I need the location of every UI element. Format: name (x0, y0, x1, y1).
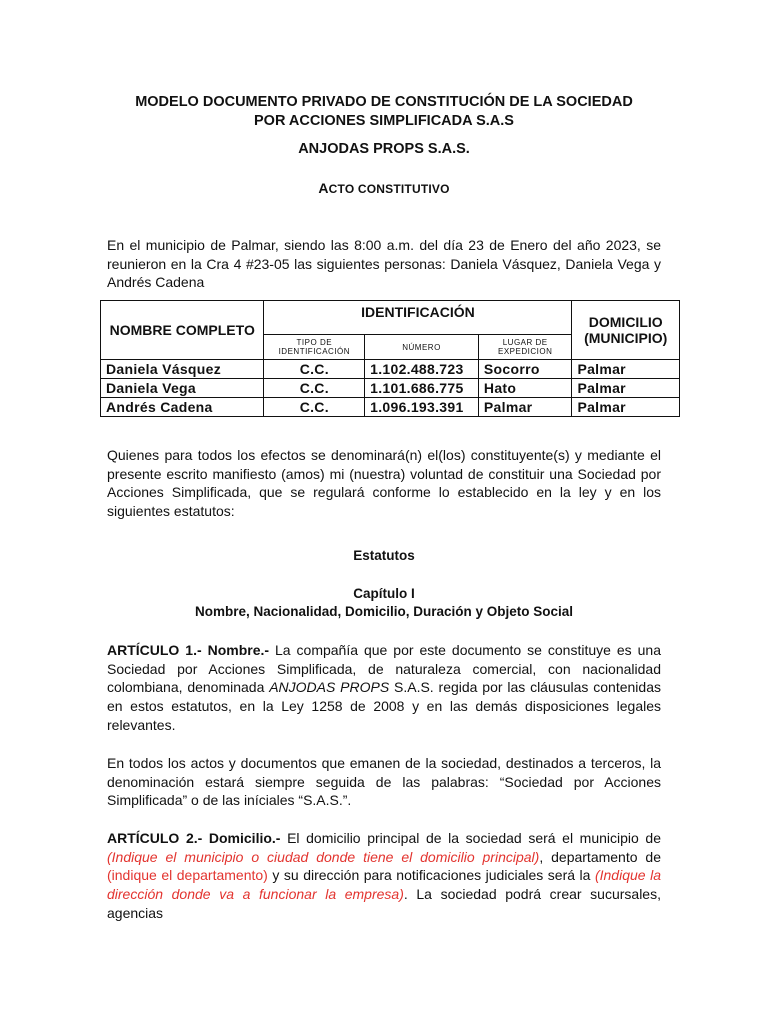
header-identificacion: IDENTIFICACIÓN (264, 301, 572, 335)
cell-domicilio: Palmar (572, 379, 680, 398)
cell-numero: 1.096.193.391 (365, 398, 479, 417)
article-2-text-b: , departamento de (539, 848, 662, 865)
article-1-label: ARTÍCULO 1.- Nombre.- (107, 642, 270, 658)
table-row (101, 360, 680, 379)
article-1-paragraph (107, 641, 661, 735)
article-1-text-b: S.A.S. regida por las cláusulas contenidas en estos estatutos, en la Ley 1258 de 2008 y en las demás disposiciones legales relevantes. (107, 679, 661, 733)
cell-numero: 1.102.488.723 (365, 360, 479, 379)
cell-tipo: C.C. (264, 398, 365, 417)
acto-rest: CTO CONSTITUTIVO (328, 182, 450, 196)
acto-constitutivo-heading (80, 180, 688, 196)
cell-lugar: Hato (478, 379, 572, 398)
cell-domicilio: Palmar (572, 360, 680, 379)
chapter-subheading: Nombre, Nacionalidad, Domicilio, Duración y Objeto Social (194, 604, 574, 619)
article-2-placeholder-direccion: (Indique la dirección donde va a funcionar la empresa) (107, 867, 661, 903)
cell-nombre: Andrés Cadena (101, 398, 264, 417)
subheader-lugar: LUGAR DE EXPEDICION (478, 335, 572, 360)
title-line-1: MODELO DOCUMENTO PRIVADO DE CONSTITUCIÓN DE LA SOCIEDAD (135, 94, 633, 110)
article-2-text-d: . La sociedad podrá crear sucursales, agencias (107, 886, 661, 921)
acto-first-letter: A (318, 180, 329, 196)
article-1-company-name: ANJODAS PROPS (269, 679, 390, 696)
quienes-paragraph: Quienes para todos los efectos se denominará(n) el(los) constituyente(s) y mediante el presente escrito manifiesto (amos) mi (nuestra) voluntad de constituir una Sociedad por Acciones Simplificada, que se regulará conforme lo establecido en la ley y en los siguientes estatutos: (107, 447, 661, 520)
company-name: ANJODAS PROPS S.A.S. (298, 141, 470, 157)
cell-lugar: Palmar (478, 398, 572, 417)
cell-nombre: Daniela Vásquez (101, 360, 264, 379)
chapter-heading: Capítulo I (353, 586, 415, 601)
table-row (101, 398, 680, 417)
subheader-tipo: TIPO DE IDENTIFICACIÓN (264, 335, 365, 360)
estatutos-heading: Estatutos (353, 548, 415, 563)
article-2-placeholder-departamento: (indique el departamento) (107, 867, 268, 884)
subheader-numero: NÚMERO (365, 335, 479, 360)
article-2-paragraph (107, 829, 661, 923)
cell-tipo: C.C. (264, 379, 365, 398)
header-nombre: NOMBRE COMPLETO (101, 301, 264, 360)
header-domicilio: DOMICILIO (MUNICIPIO) (572, 301, 680, 360)
article-1-text-a: La compañía que por este documento se constituye es una Sociedad por Acciones Simplificada, de naturaleza comercial, con nacionalidad colombiana, denominada (107, 642, 662, 696)
denominacion-paragraph: En todos los actos y documentos que emanen de la sociedad, destinados a terceros, la denominación estará siempre seguida de las palabras: “Sociedad por Acciones Simplificada” o de las iníciales “S.A.S.”. (107, 755, 661, 809)
intro-paragraph: En el municipio de Palmar, siendo las 8:00 a.m. del día 23 de Enero del año 2023, se reunieron en la Cra 4 #23-05 las siguientes personas: Daniela Vásquez, Daniela Vega y Andrés Cadena (107, 237, 661, 291)
cell-numero: 1.101.686.775 (365, 379, 479, 398)
table-header-row (101, 301, 680, 335)
constituyentes-table (100, 300, 680, 417)
title-line-2: POR ACCIONES SIMPLIFICADA S.A.S (254, 113, 514, 129)
cell-tipo: C.C. (264, 360, 365, 379)
cell-nombre: Daniela Vega (101, 379, 264, 398)
document-title (80, 93, 688, 131)
article-2-text-c: y su dirección para notificaciones judiciales será la (267, 867, 595, 884)
table-row (101, 379, 680, 398)
article-2-placeholder-municipio: (Indique el municipio o ciudad donde tiene el domicilio principal) (107, 848, 540, 865)
article-2-label: ARTÍCULO 2.- Domicilio.- (107, 830, 281, 846)
article-2-text-a: El domicilio principal de la sociedad será el municipio de (280, 830, 662, 846)
cell-domicilio: Palmar (572, 398, 680, 417)
cell-lugar: Socorro (478, 360, 572, 379)
